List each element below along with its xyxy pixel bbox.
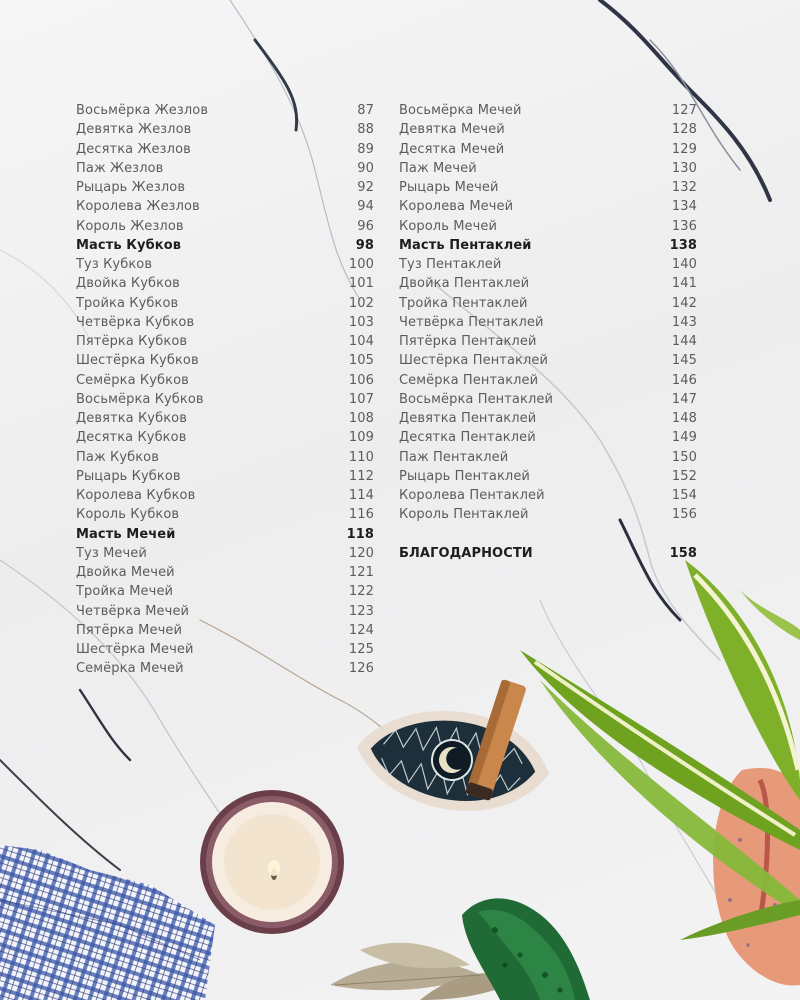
toc-section-heading[interactable]	[76, 525, 374, 544]
toc-entry[interactable]	[399, 371, 697, 390]
toc-entry[interactable]	[76, 505, 374, 524]
toc-entry[interactable]	[399, 313, 697, 332]
toc-section-heading[interactable]	[76, 236, 374, 255]
toc-entry-title: Королева Кубков	[76, 488, 196, 503]
toc-entry-title: Семёрка Кубков	[76, 372, 189, 388]
toc-column-right	[399, 101, 697, 563]
toc-section-heading[interactable]	[399, 236, 697, 255]
candle	[200, 790, 344, 934]
toc-entry[interactable]	[399, 467, 697, 486]
toc-entry[interactable]	[399, 255, 697, 274]
toc-entry-page-number: 105	[348, 353, 374, 369]
toc-entry-page-number: 127	[671, 103, 697, 118]
toc-entry-title: Королева Пентаклей	[399, 488, 545, 503]
toc-entry-page-number: 129	[671, 141, 697, 157]
toc-entry-title: Рыцарь Пентаклей	[399, 468, 530, 484]
toc-entry-page-number: 109	[348, 430, 374, 446]
toc-entry-page-number: 116	[348, 507, 374, 523]
toc-entry[interactable]	[76, 217, 374, 236]
toc-entry-page-number: 152	[671, 468, 697, 484]
toc-entry-title: Король Мечей	[399, 218, 498, 234]
toc-entry[interactable]	[399, 428, 697, 447]
toc-entry[interactable]	[399, 120, 697, 139]
toc-entry-title: Паж Мечей	[399, 160, 477, 176]
toc-entry-title: Девятка Мечей	[399, 122, 505, 138]
toc-entry-page-number: 121	[348, 565, 374, 580]
toc-entry[interactable]	[399, 140, 697, 159]
toc-entry[interactable]	[76, 602, 374, 621]
toc-entry-page-number: 123	[348, 603, 374, 619]
toc-entry-title: Девятка Пентаклей	[399, 411, 537, 426]
toc-entry-title: Десятка Жезлов	[76, 141, 191, 157]
toc-entry-page-number: 132	[671, 180, 697, 195]
toc-entry[interactable]	[399, 390, 697, 409]
toc-entry[interactable]	[76, 274, 374, 293]
toc-entry[interactable]	[76, 409, 374, 428]
toc-entry-title: Семёрка Пентаклей	[399, 372, 539, 388]
toc-entry-title: Масть Пентаклей	[399, 237, 532, 253]
toc-entry[interactable]	[399, 294, 697, 313]
toc-entry-title: Масть Мечей	[76, 526, 176, 542]
toc-entry[interactable]	[76, 332, 374, 351]
toc-entry-page-number: 87	[357, 103, 374, 118]
toc-entry-page-number: 156	[671, 507, 697, 523]
toc-entry-page-number: 110	[348, 449, 374, 465]
toc-entry-page-number: 144	[671, 334, 697, 349]
toc-entry-title: Четвёрка Мечей	[76, 603, 190, 619]
toc-entry-title: Тройка Мечей	[76, 584, 174, 600]
toc-entry-title: Рыцарь Кубков	[76, 468, 181, 484]
toc-entry-page-number: 138	[669, 237, 697, 253]
toc-entry[interactable]	[76, 448, 374, 467]
toc-entry-title: БЛАГОДАРНОСТИ	[399, 545, 533, 561]
toc-entry-title: Тройка Пентаклей	[399, 295, 528, 311]
toc-entry-page-number: 140	[671, 257, 697, 272]
toc-entry-title: Двойка Кубков	[76, 276, 180, 292]
toc-entry-title: Королева Мечей	[399, 199, 514, 215]
toc-entry-page-number: 122	[348, 584, 374, 600]
toc-entry-title: Рыцарь Мечей	[399, 180, 499, 195]
toc-entry-title: Девятка Кубков	[76, 411, 187, 426]
toc-entry[interactable]	[399, 332, 697, 351]
toc-entry[interactable]	[76, 486, 374, 505]
toc-section-heading[interactable]	[399, 544, 697, 563]
toc-entry-title: Шестёрка Пентаклей	[399, 353, 549, 369]
toc-entry-page-number: 126	[348, 661, 374, 677]
toc-entry-page-number: 106	[348, 372, 374, 388]
toc-entry-page-number: 125	[348, 642, 374, 657]
toc-entry-title: Четвёрка Пентаклей	[399, 314, 544, 330]
toc-entry[interactable]	[399, 101, 697, 120]
toc-entry[interactable]	[76, 120, 374, 139]
toc-entry-page-number: 136	[671, 218, 697, 234]
toc-entry[interactable]	[76, 140, 374, 159]
toc-entry-page-number: 94	[357, 199, 374, 215]
toc-entry-page-number: 141	[671, 276, 697, 292]
toc-entry-page-number: 112	[348, 468, 374, 484]
toc-entry-page-number: 154	[671, 488, 697, 503]
toc-entry[interactable]	[399, 486, 697, 505]
toc-entry[interactable]	[76, 351, 374, 370]
toc-column-left	[76, 101, 374, 679]
toc-entry[interactable]	[76, 178, 374, 197]
toc-entry-title: Пятёрка Мечей	[76, 622, 183, 638]
toc-entry-page-number: 103	[348, 314, 374, 330]
toc-entry-page-number: 90	[357, 160, 374, 176]
toc-entry-page-number: 108	[348, 411, 374, 426]
toc-entry-page-number: 88	[357, 122, 374, 138]
toc-entry-title: Паж Жезлов	[76, 160, 164, 176]
toc-entry-title: Шестёрка Кубков	[76, 353, 199, 369]
toc-entry-title: Восьмёрка Пентаклей	[399, 391, 554, 407]
toc-entry-page-number: 98	[355, 237, 374, 253]
toc-entry-page-number: 104	[348, 334, 374, 349]
toc-entry-page-number: 100	[348, 257, 374, 272]
toc-entry-title: Десятка Мечей	[399, 141, 505, 157]
toc-entry-page-number: 102	[348, 295, 374, 311]
toc-entry[interactable]	[399, 217, 697, 236]
toc-entry[interactable]	[76, 255, 374, 274]
toc-entry-page-number: 142	[671, 295, 697, 311]
toc-entry-page-number: 92	[357, 180, 374, 195]
toc-entry-page-number: 147	[671, 391, 697, 407]
toc-entry[interactable]	[76, 294, 374, 313]
eye-dish	[350, 698, 556, 822]
toc-entry-page-number: 89	[357, 141, 374, 157]
plant-leaves	[520, 560, 800, 940]
toc-entry-title: Десятка Пентаклей	[399, 430, 536, 446]
toc-entry-title: Четвёрка Кубков	[76, 314, 195, 330]
toc-entry[interactable]	[76, 159, 374, 178]
toc-entry[interactable]	[76, 428, 374, 447]
toc-entry[interactable]	[399, 159, 697, 178]
toc-entry[interactable]	[399, 448, 697, 467]
toc-entry-page-number: 118	[346, 526, 374, 542]
toc-entry-title: Тройка Кубков	[76, 295, 179, 311]
toc-entry-page-number: 134	[671, 199, 697, 215]
toc-entry-page-number: 158	[669, 545, 697, 561]
toc-entry-page-number: 96	[357, 218, 374, 234]
toc-entry-page-number: 114	[348, 488, 374, 503]
toc-entry[interactable]	[76, 371, 374, 390]
toc-entry-title: Туз Кубков	[76, 257, 153, 272]
toc-entry[interactable]	[76, 582, 374, 601]
toc-entry-title: Восьмёрка Мечей	[399, 103, 522, 118]
toc-entry-title: Пятёрка Пентаклей	[399, 334, 537, 349]
toc-entry-title: Двойка Пентаклей	[399, 276, 530, 292]
toc-entry[interactable]	[76, 390, 374, 409]
toc-entry-title: Туз Мечей	[76, 545, 147, 561]
toc-entry-title: Двойка Мечей	[76, 565, 175, 580]
toc-entry[interactable]	[76, 467, 374, 486]
toc-entry-title: Семёрка Мечей	[76, 661, 184, 677]
toc-entry-page-number: 107	[348, 391, 374, 407]
toc-entry-page-number: 149	[671, 430, 697, 446]
toc-entry[interactable]	[76, 621, 374, 640]
toc-entry[interactable]	[399, 274, 697, 293]
toc-entry[interactable]	[76, 544, 374, 563]
toc-entry-page-number: 148	[671, 411, 697, 426]
toc-entry-page-number: 130	[671, 160, 697, 176]
toc-entry[interactable]	[76, 197, 374, 216]
toc-entry-page-number: 146	[671, 372, 697, 388]
toc-entry[interactable]	[76, 313, 374, 332]
toc-entry[interactable]	[76, 563, 374, 582]
toc-entry-title: Король Кубков	[76, 507, 180, 523]
toc-entry-page-number: 101	[348, 276, 374, 292]
toc-entry-page-number: 120	[348, 545, 374, 561]
toc-entry[interactable]	[399, 409, 697, 428]
toc-entry-title: Король Жезлов	[76, 218, 184, 234]
toc-entry-title: Восьмёрка Кубков	[76, 391, 204, 407]
toc-entry-title: Паж Пентаклей	[399, 449, 509, 465]
toc-entry-page-number: 143	[671, 314, 697, 330]
toc-entry-title: Пятёрка Кубков	[76, 334, 188, 349]
toc-entry-page-number: 128	[671, 122, 697, 138]
toc-entry[interactable]	[399, 178, 697, 197]
toc-entry[interactable]	[399, 351, 697, 370]
toc-entry-page-number: 150	[671, 449, 697, 465]
toc-entry-title: Король Пентаклей	[399, 507, 529, 523]
toc-entry-title: Шестёрка Мечей	[76, 642, 194, 657]
toc-entry-title: Паж Кубков	[76, 449, 159, 465]
toc-entry-page-number: 145	[671, 353, 697, 369]
toc-entry[interactable]	[399, 505, 697, 524]
marble-vein	[80, 690, 130, 760]
toc-entry[interactable]	[76, 640, 374, 659]
toc-entry-title: Девятка Жезлов	[76, 122, 192, 138]
toc-entry-title: Масть Кубков	[76, 237, 182, 253]
toc-entry[interactable]	[399, 197, 697, 216]
toc-entry-page-number: 124	[348, 622, 374, 638]
toc-entry-title: Королева Жезлов	[76, 199, 200, 215]
toc-entry-title: Десятка Кубков	[76, 430, 187, 446]
toc-entry-title: Восьмёрка Жезлов	[76, 103, 209, 118]
toc-entry[interactable]	[76, 101, 374, 120]
toc-entry[interactable]	[76, 659, 374, 678]
toc-entry-title: Туз Пентаклей	[399, 257, 502, 272]
toc-entry-title: Рыцарь Жезлов	[76, 180, 186, 195]
